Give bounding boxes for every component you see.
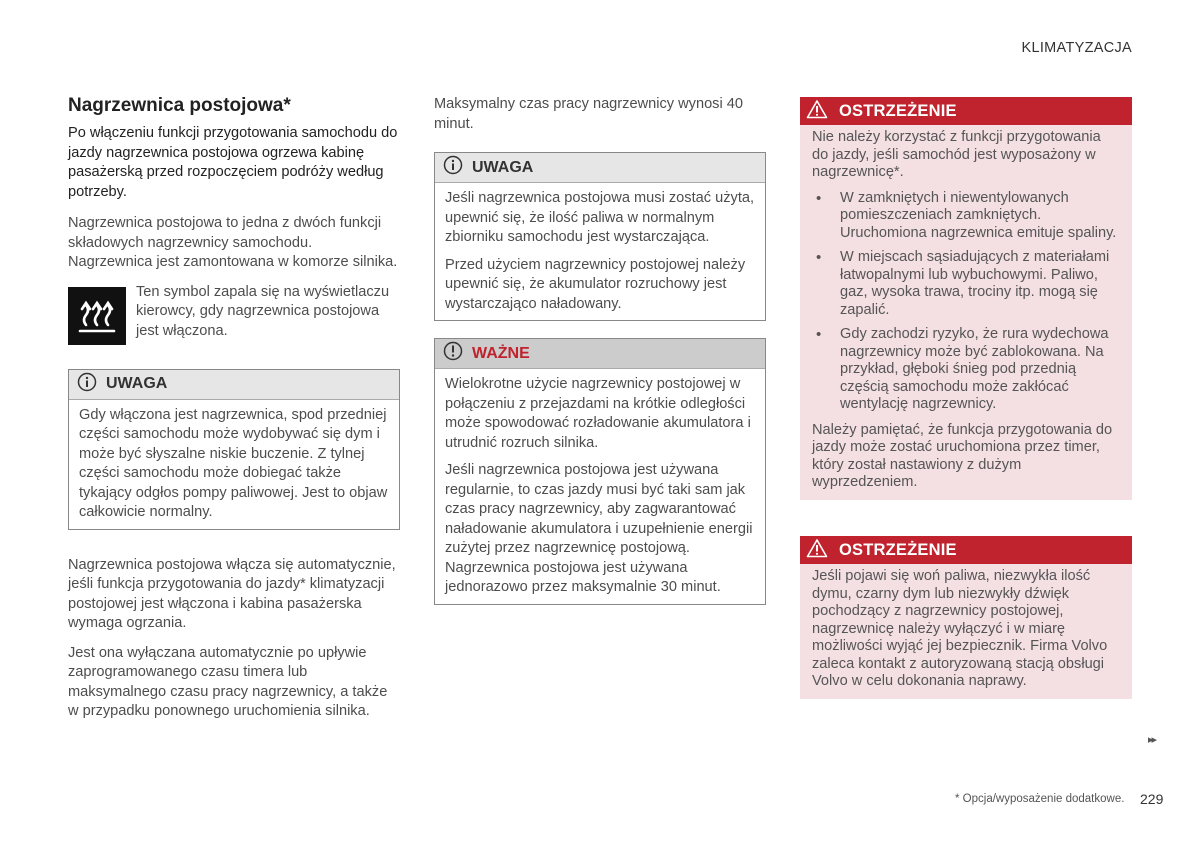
auto-off-paragraph: Jest ona wyłączana automatycznie po upływie zaprogramowanego czasu timera lub maksymalnego czasu pracy nagrzewnicy, a także w przypadku ponownego uruchomienia silnika.	[68, 644, 388, 719]
warning-triangle-icon	[806, 99, 828, 124]
note-text: Gdy włączona jest nagrzewnica, spod przedniej części samochodu może wydobywać się dym i może być słyszalne niskie buczenie. Z tylnej części samochodu może dobiegać także tykający odgłos pompy paliwowej. Jest to objaw całkowicie normalny.	[79, 406, 388, 520]
info-icon	[443, 155, 463, 180]
footnote: * Opcja/wyposażenie dodatkowe.	[955, 793, 1125, 805]
warning-bullet-list	[812, 190, 1120, 414]
symbol-description	[68, 283, 400, 345]
note-header	[435, 153, 765, 183]
continue-arrows-icon: ▸▸	[1148, 734, 1156, 746]
column-middle	[434, 95, 766, 605]
parking-heater-symbol-icon	[68, 287, 126, 345]
warning-header	[800, 536, 1132, 564]
max-time-paragraph: Maksymalny czas pracy nagrzewnicy wynosi 40 minut.	[434, 96, 744, 132]
note-text-fuel: Jeśli nagrzewnica postojowa musi zostać użyta, upewnić się, że ilość paliwa w normalnym zbiorniku samochodu jest wystarczająca.	[445, 190, 755, 245]
important-text-2: Jeśli nagrzewnica postojowa jest używana regularnie, to czas jazdy musi być taki sam jak czas pracy nagrzewnicy, aby zagwarantować naładowanie akumulatora i uzupełnienie energii zużytej przez nagrzewnicę postojową. Nagrzewnica postojowa jest używana jednorazowo przez maksymalnie 30 minut.	[445, 462, 753, 595]
note-text-battery: Przed użyciem nagrzewnicy postojowej należy upewnić się, że akumulator rozruchowy jest wystarczająco naładowany.	[445, 256, 746, 312]
info-icon	[77, 372, 97, 397]
page-title: Nagrzewnica postojowa*	[68, 95, 291, 116]
warning-label: OSTRZEŻENIE	[839, 101, 957, 120]
auto-on-paragraph: Nagrzewnica postojowa włącza się automatycznie, jeśli funkcja przygotowania do jazdy* klimatyzacji postojowej jest włączona i kabina pasażerska wymaga ogrzania.	[68, 556, 396, 631]
intro-paragraph: Nagrzewnica postojowa to jedna z dwóch funkcji składowych nagrzewnicy samochodu. Nagrzewnica jest zamontowana w komorze silnika.	[68, 215, 398, 270]
page-number: 229	[1140, 791, 1164, 807]
warning-intro: Nie należy korzystać z funkcji przygotowania do jazdy, jeśli samochód jest wyposażony w nagrzewnicę*.	[812, 129, 1101, 180]
exclamation-circle-icon	[443, 341, 463, 366]
warning-text: Jeśli pojawi się woń paliwa, niezwykła ilość dymu, czarny dym lub niezwykły dźwięk pochodzący z nagrzewnicy postojowej, nagrzewnicę należy wyłączyć i w miarę możliwości wyjąć jej bezpiecznik. Firma Volvo zaleca kontakt z autoryzowaną stacją obsługi Volvo w celu dokonania naprawy.	[812, 568, 1108, 689]
list-item: • W miejscach sąsiadujących z materiałami łatwopalnymi lub wybuchowymi. Paliwo, gaz, wysoka trawa, trociny itp. mogą się zapalić.	[816, 249, 1110, 318]
important-text-1: Wielokrotne użycie nagrzewnicy postojowej w połączeniu z przejazdami na krótkie odległości może spowodować rozładowanie akumulatora i utrudnić rozruch silnika.	[445, 376, 751, 451]
note-box-fuel-battery	[434, 152, 766, 321]
warning-triangle-icon	[806, 538, 828, 563]
important-header	[435, 339, 765, 369]
note-header	[69, 370, 399, 400]
important-box	[434, 338, 766, 605]
warning-box-preconditioning	[800, 97, 1132, 500]
note-label: UWAGA	[472, 158, 534, 176]
column-left	[68, 94, 400, 722]
warning-header	[800, 97, 1132, 125]
section-header: KLIMATYZACJA	[1021, 40, 1132, 56]
list-item: • W zamkniętych i niewentylowanych pomieszczeniach zamkniętych. Uruchomiona nagrzewnica emituje spaliny.	[816, 189, 1117, 241]
note-label: UWAGA	[106, 375, 168, 392]
note-box-heater-noise	[68, 369, 400, 530]
warning-label: OSTRZEŻENIE	[839, 540, 957, 559]
important-label: WAŻNE	[472, 344, 530, 362]
warning-outro: Należy pamiętać, że funkcja przygotowania do jazdy może zostać uruchomiona przez timer, który został nastawiony z dużym wyprzedzeniem.	[812, 421, 1113, 490]
lead-paragraph: Po włączeniu funkcji przygotowania samochodu do jazdy nagrzewnica postojowa ogrzewa kabinę pasażerską przed rozpoczęciem podróży według potrzeby.	[68, 125, 398, 200]
list-item: • Gdy zachodzi ryzyko, że rura wydechowa nagrzewnicy może być zablokowana. Na przykład, głęboki śnieg pod przednią częścią samochodu może zakłócać wentylację nagrzewnicy.	[816, 326, 1109, 412]
warning-box-fuel-smell	[800, 536, 1132, 699]
symbol-text: Ten symbol zapala się na wyświetlaczu kierowcy, gdy nagrzewnica postojowa jest włączona.	[136, 283, 390, 339]
